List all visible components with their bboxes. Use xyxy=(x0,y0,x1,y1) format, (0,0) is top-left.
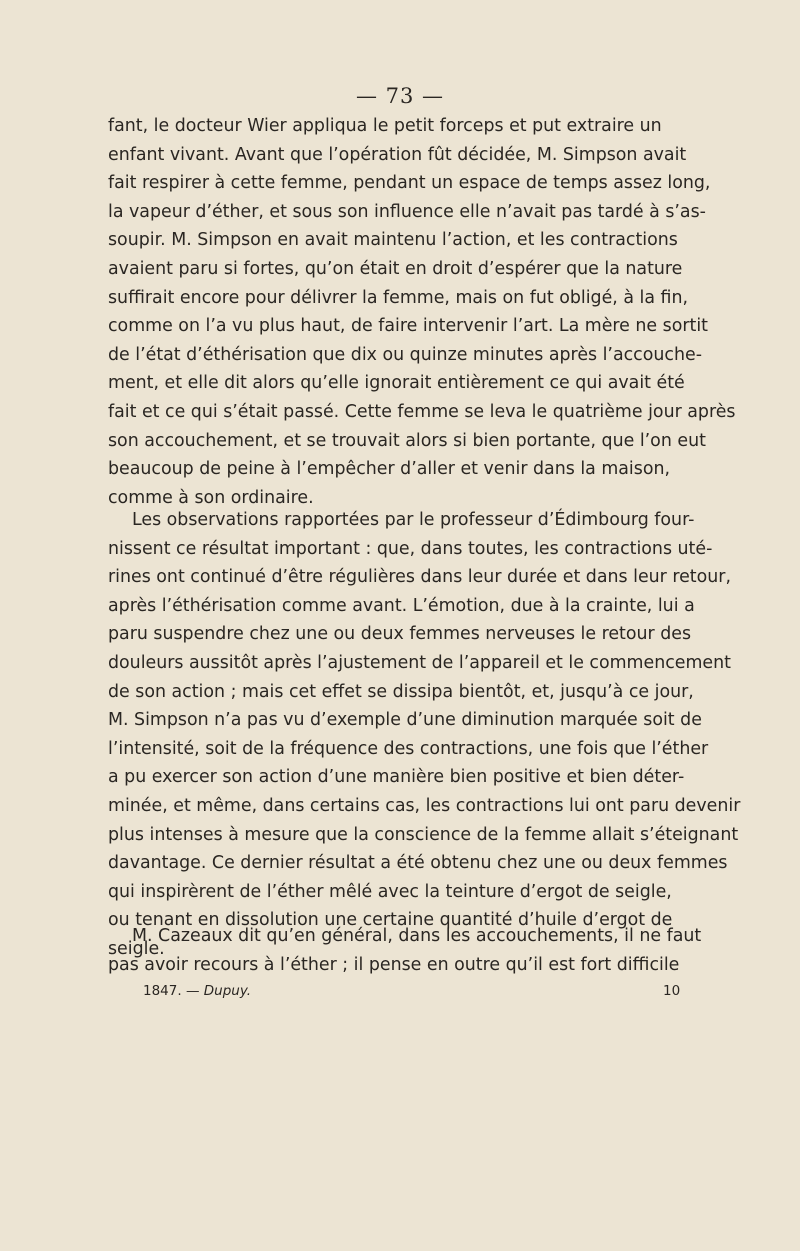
text-line: de l’état d’éthérisation que dix ou quinze minutes après l’accouche- xyxy=(108,344,702,365)
text-line: seigle. xyxy=(108,938,165,959)
text-line: comme à son ordinaire. xyxy=(108,487,314,508)
text-line: fait et ce qui s’était passé. Cette femme se leva le quatrième jour après xyxy=(108,401,736,422)
signature-author: Dupuy. xyxy=(203,983,252,999)
text-line: fait respirer à cette femme, pendant un espace de temps assez long, xyxy=(108,173,711,194)
text-line: l’intensité, soit de la fréquence des contractions, une fois que l’éther xyxy=(108,738,709,759)
sheet-number: 10 xyxy=(663,983,681,999)
text-line: davantage. Ce dernier résultat a été obtenu chez une ou deux femmes xyxy=(108,853,728,874)
text-line: son accouchement, et se trouvait alors si bien portante, que l’on eut xyxy=(108,430,706,451)
text-line: a pu exercer son action d’une manière bien positive et bien déter- xyxy=(108,767,685,788)
text-line: M. Cazeaux dit qu’en général, dans les accouchements, il ne faut xyxy=(132,926,702,946)
text-line: ment, et elle dit alors qu’elle ignorait entièrement ce qui avait été xyxy=(108,373,685,394)
printer-signature xyxy=(143,983,251,999)
text-line: avaient paru si fortes, qu’on était en droit d’espérer que la nature xyxy=(108,258,683,279)
text-line: suffirait encore pour délivrer la femme, mais on fut obligé, à la fin, xyxy=(108,287,689,308)
text-line: ou tenant en dissolution une certaine quantité d’huile d’ergot de xyxy=(108,910,673,931)
text-line: minée, et même, dans certains cas, les contractions lui ont paru devenir xyxy=(108,795,741,816)
text-line: la vapeur d’éther, et sous son influence elle n’avait pas tardé à s’as- xyxy=(108,201,706,222)
text-line: enfant vivant. Avant que l’opération fût décidée, M. Simpson avait xyxy=(108,144,687,165)
text-line: comme on l’a vu plus haut, de faire intervenir l’art. La mère ne sortit xyxy=(108,316,708,337)
text-line: Les observations rapportées par le professeur d’Édimbourg four- xyxy=(132,510,695,530)
text-line: pas avoir recours à l’éther ; il pense en outre qu’il est fort difficile xyxy=(108,954,680,975)
text-line: qui inspirèrent de l’éther mêlé avec la teinture d’ergot de seigle, xyxy=(108,881,672,902)
text-line: soupir. M. Simpson en avait maintenu l’action, et les contractions xyxy=(108,230,678,251)
paragraph-3 xyxy=(108,922,712,979)
text-line: douleurs aussitôt après l’ajustement de l’appareil et le commencement xyxy=(108,652,731,673)
text-line: paru suspendre chez une ou deux femmes nerveuses le retour des xyxy=(108,624,692,645)
signature-dash: — xyxy=(185,983,200,999)
text-line: rines ont continué d’être régulières dans leur durée et dans leur retour, xyxy=(108,567,731,588)
page-number: — 73 — xyxy=(355,84,445,108)
paragraph-1 xyxy=(108,112,736,512)
text-line: de son action ; mais cet effet se dissipa bientôt, et, jusqu’à ce jour, xyxy=(108,681,694,702)
signature-year: 1847. xyxy=(143,983,182,999)
paragraph-2 xyxy=(108,506,741,964)
text-line: beaucoup de peine à l’empêcher d’aller et venir dans la maison, xyxy=(108,459,671,480)
text-line: nissent ce résultat important : que, dans toutes, les contractions uté- xyxy=(108,538,713,559)
text-line: plus intenses à mesure que la conscience de la femme allait s’éteignant xyxy=(108,824,739,845)
text-line: M. Simpson n’a pas vu d’exemple d’une diminution marquée soit de xyxy=(108,710,702,731)
text-line: fant, le docteur Wier appliqua le petit forceps et put extraire un xyxy=(108,116,662,136)
text-line: après l’éthérisation comme avant. L’émotion, due à la crainte, lui a xyxy=(108,595,695,616)
